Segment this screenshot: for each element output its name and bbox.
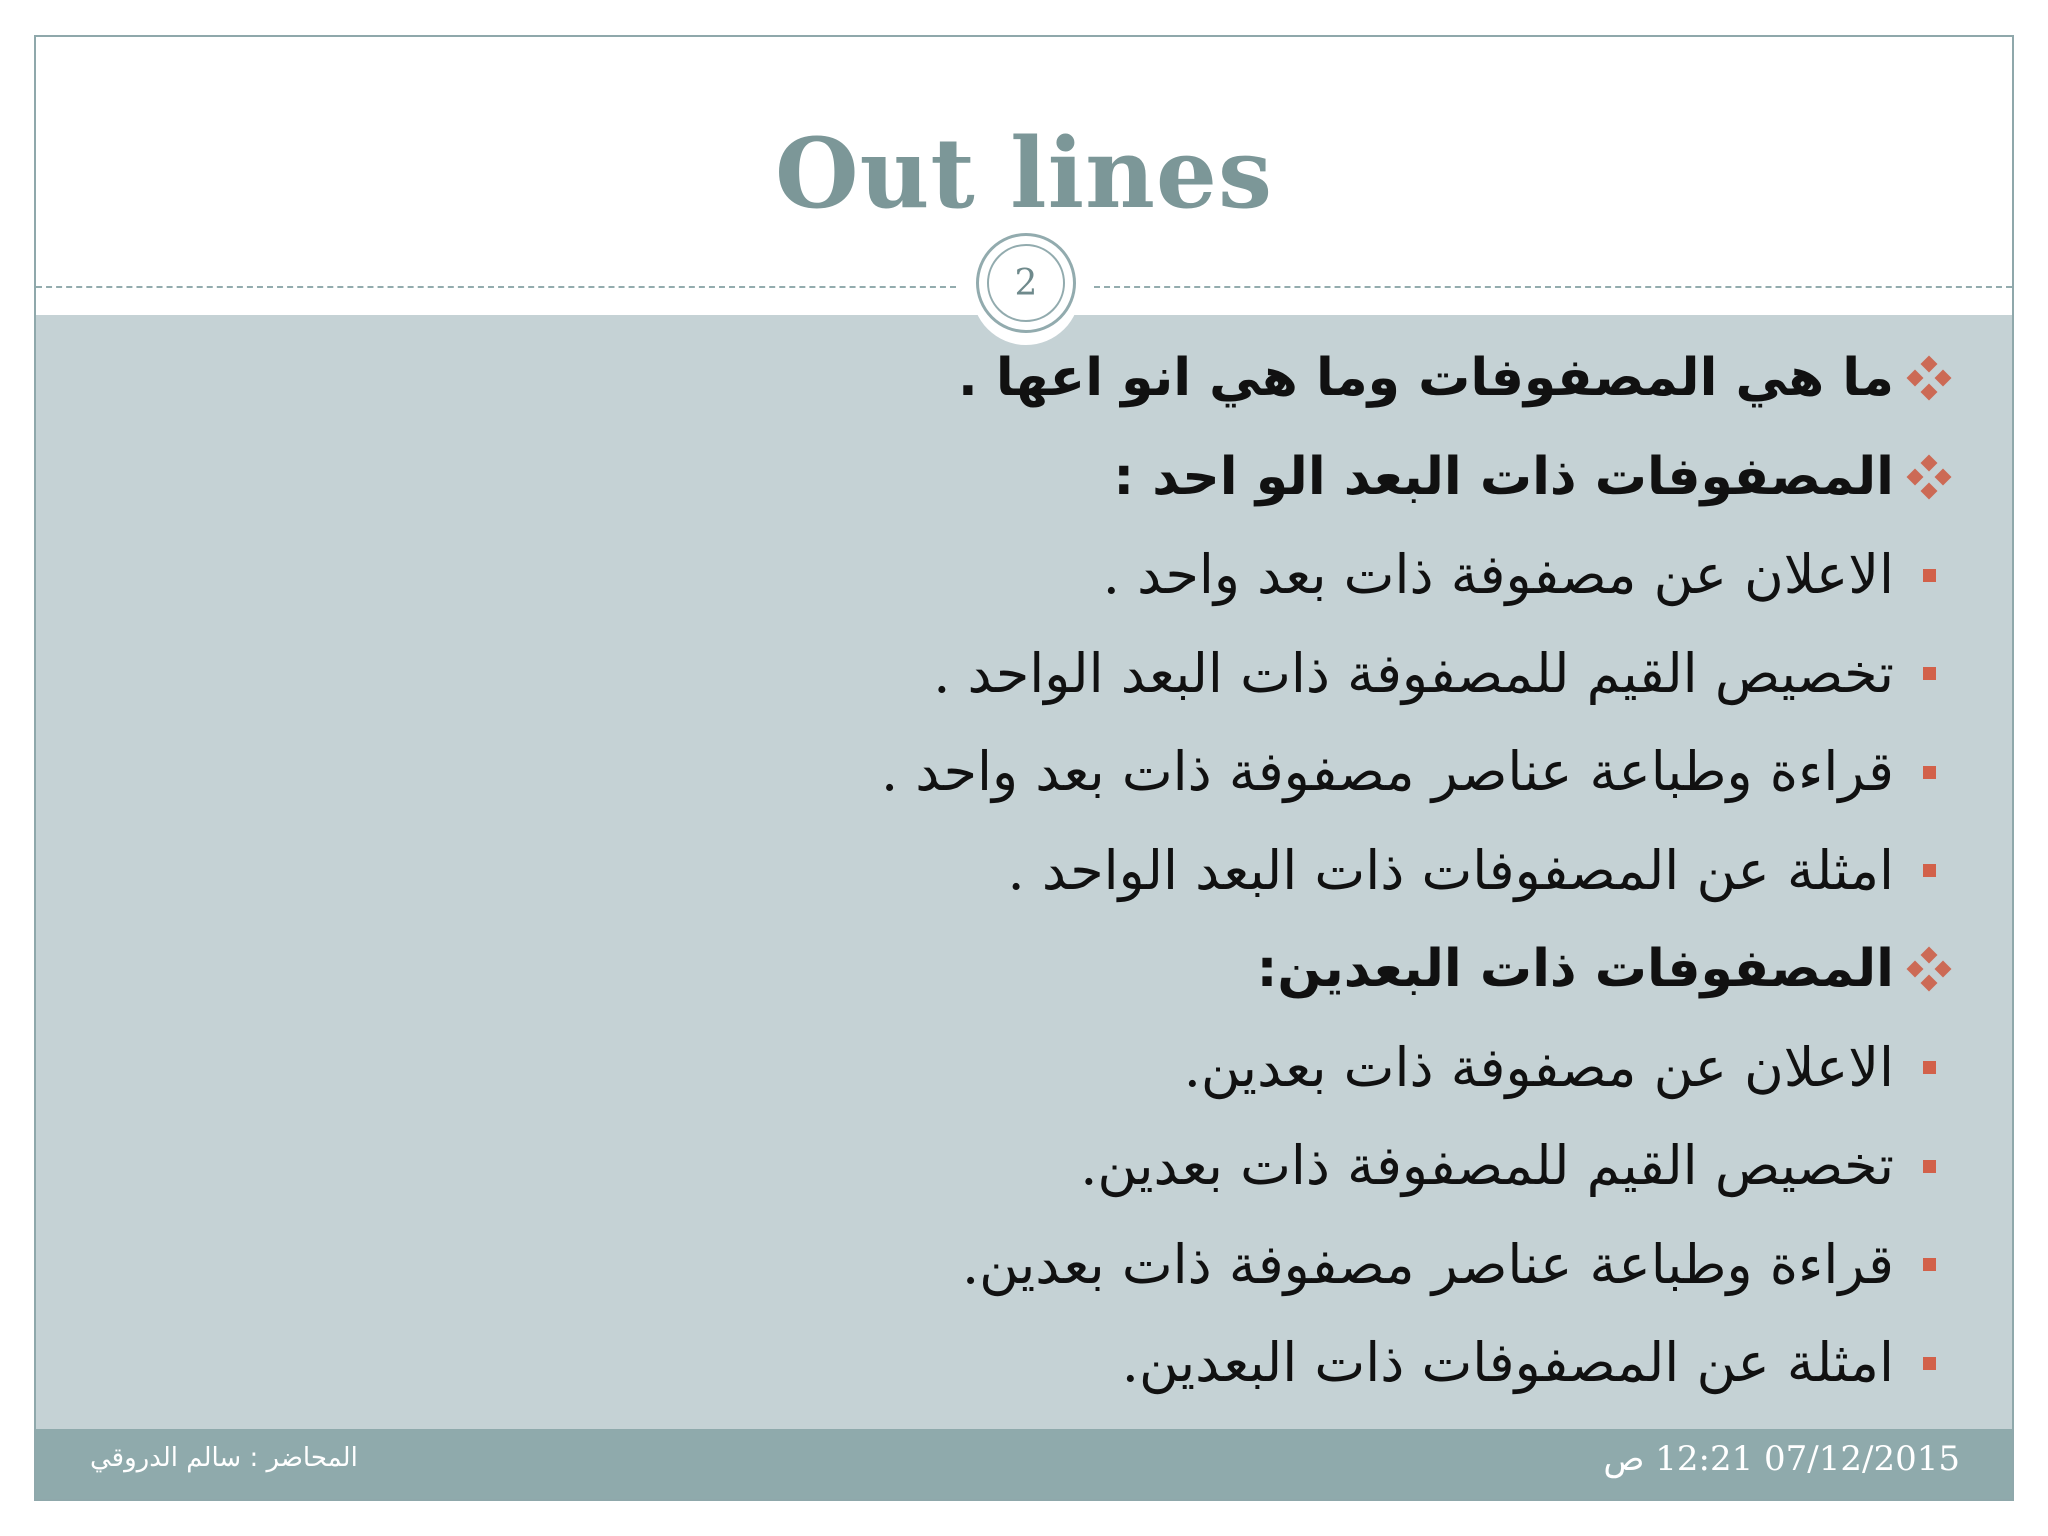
outline-item-text: تخصيص القيم للمصفوفة ذات بعدين. xyxy=(1080,1134,1894,1197)
four-diamond-bullet-icon xyxy=(1904,428,1954,527)
outline-heading xyxy=(254,428,1954,527)
outline-item-text: تخصيص القيم للمصفوفة ذات البعد الواحد . xyxy=(933,641,1894,705)
square-bullet-icon xyxy=(1904,625,1954,724)
four-diamond-bullet-icon xyxy=(1904,920,1954,1019)
outline-item-text: امثلة عن المصفوفات ذات البعدين. xyxy=(1121,1331,1894,1394)
square-bullet-icon xyxy=(1904,822,1954,921)
slide xyxy=(34,35,2014,1501)
four-diamond-bullet-icon xyxy=(1904,329,1954,428)
outline-item-text: الاعلان عن مصفوفة ذات بعدين. xyxy=(1183,1035,1894,1099)
outline-item xyxy=(254,1117,1954,1216)
title-divider-left xyxy=(36,286,956,288)
square-bullet-icon xyxy=(1904,526,1954,625)
outline-item-text: الاعلان عن مصفوفة ذات بعد واحد . xyxy=(1102,543,1894,606)
square-bullet-icon xyxy=(1904,1314,1954,1413)
page-number: 2 xyxy=(987,244,1065,322)
outline-item xyxy=(254,1216,1954,1315)
outline-item xyxy=(254,723,1954,822)
outline-heading xyxy=(254,329,1954,428)
square-bullet-icon xyxy=(1904,723,1954,822)
page-number-badge xyxy=(976,233,1076,333)
outline-heading-text: المصفوفات ذات البعدين: xyxy=(1256,939,1894,999)
footer-lecturer: المحاضر : سالم الدروقي xyxy=(90,1443,358,1473)
slide-footer xyxy=(36,1429,2012,1499)
outline-heading-text: المصفوفات ذات البعد الو احد : xyxy=(1113,446,1894,507)
outline-item xyxy=(254,1019,1954,1118)
title-divider-right xyxy=(1094,286,2012,288)
outline-item-text: قراءة وطباعة عناصر مصفوفة ذات بعد واحد . xyxy=(880,740,1894,803)
outline-item xyxy=(254,625,1954,724)
footer-datetime: 07/12/2015 12:21 ص xyxy=(1603,1439,1960,1479)
outline-item-text: امثلة عن المصفوفات ذات البعد الواحد . xyxy=(1007,838,1894,902)
square-bullet-icon xyxy=(1904,1019,1954,1118)
square-bullet-icon xyxy=(1904,1117,1954,1216)
outline-list xyxy=(254,329,1954,1413)
slide-title: Out lines xyxy=(774,117,1274,230)
outline-item xyxy=(254,822,1954,921)
outline-item-text: قراءة وطباعة عناصر مصفوفة ذات بعدين. xyxy=(961,1232,1894,1296)
outline-heading-text: ما هي المصفوفات وما هي انو اعها . xyxy=(957,348,1894,408)
square-bullet-icon xyxy=(1904,1216,1954,1315)
outline-item xyxy=(254,526,1954,625)
outline-item xyxy=(254,1314,1954,1413)
outline-heading xyxy=(254,920,1954,1019)
